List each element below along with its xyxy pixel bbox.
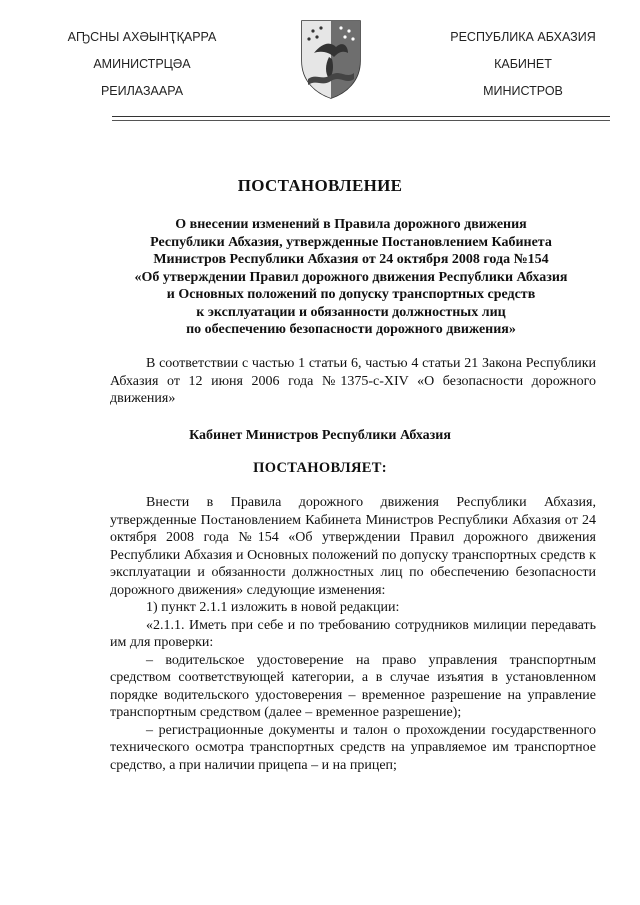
document-subject xyxy=(108,216,594,339)
subject-line: по обеспечению безопасности дорожного движения» xyxy=(186,322,516,337)
body-paragraph: – регистрационные документы и талон о прохождении государственного технического осмотра транспортных средств на управляемое им транспортное средство, а при наличии прицепа – и на прицеп; xyxy=(110,722,596,773)
body-paragraph: – водительское удостоверение на право управления транспортным средством соответствующей категории, а в случае изъятия в установленном порядке водительского удостоверения – временное разрешение на управление транспортным средством (далее – временное разрешение); xyxy=(110,652,596,720)
preamble xyxy=(110,355,596,408)
header-russian-line-1: РЕСПУБЛИКА АБХАЗИЯ xyxy=(450,30,596,44)
header-russian-line-2: КАБИНЕТ xyxy=(494,57,552,71)
document-body xyxy=(110,494,596,774)
document-title: ПОСТАНОВЛЕНИЕ xyxy=(237,176,403,195)
subject-line: О внесении изменений в Правила дорожного движения xyxy=(175,217,527,232)
body-paragraph: 1) пункт 2.1.1 изложить в новой редакции: xyxy=(146,600,400,615)
preamble-text: В соответствии с частью 1 статьи 6, частью 4 статьи 21 Закона Республики Абхазия от 12 июня 2006 года №1375-с-XIV «О безопасности дорожного движения» xyxy=(110,356,596,406)
header-abkhaz-line-1: АҦСНЫ АХӘЫНҬҚАРРА xyxy=(67,30,217,44)
subject-line: Министров Республики Абхазия от 24 октября 2008 года №154 xyxy=(153,252,549,267)
header-russian-block xyxy=(423,30,623,111)
subject-line: Республики Абхазия, утвержденные Постановлением Кабинета xyxy=(150,234,552,250)
subject-line: и Основных положений по допуску транспортных средств xyxy=(166,287,536,302)
body-paragraph: «2.1.1. Иметь при себе и по требованию сотрудников милиции передавать им для проверки: xyxy=(110,617,596,650)
decree-heading: ПОСТАНОВЛЯЕТ: xyxy=(253,460,387,476)
header-rule-thick xyxy=(112,116,610,117)
header-abkhaz-line-3: РЕИЛАЗААРА xyxy=(100,84,184,98)
header-russian-line-3: МИНИСТРОВ xyxy=(483,84,563,98)
header-abkhaz-line-2: АМИНИСТРЦӘА xyxy=(93,57,191,71)
issuer-heading: Кабинет Министров Республики Абхазия xyxy=(189,428,451,443)
header-rule-thin xyxy=(112,120,610,121)
subject-line: «Об утверждении Правил дорожного движения Республики Абхазия xyxy=(134,269,568,285)
coat-of-arms-icon xyxy=(296,17,366,101)
body-paragraph: Внести в Правила дорожного движения Республики Абхазия, утвержденные Постановлением Кабинета Министров Республики Абхазия от 24 октября 2008 года №154 «Об утверждении Правил дорожного движения Республики Абхазия и Основных положений по допуску транспортных средств к эксплуатации и обязанности должностных лиц по обеспечению безопасности дорожного движения» следующие изменения: xyxy=(110,495,596,598)
subject-line: к эксплуатации и обязанности должностных лиц xyxy=(196,304,506,320)
header-abkhaz-block xyxy=(42,30,242,111)
